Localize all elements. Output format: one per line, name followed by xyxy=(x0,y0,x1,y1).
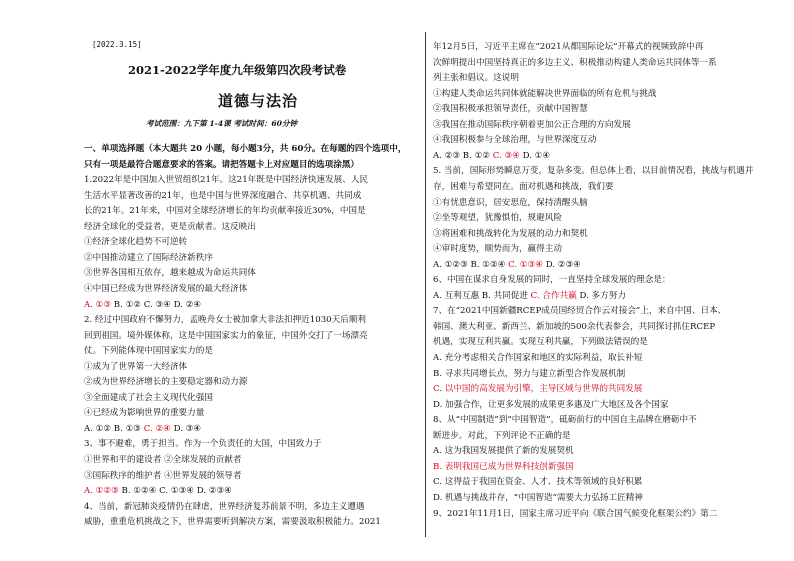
right-col-line: A. 这为我国发展提供了新的发展契机 xyxy=(433,446,574,457)
left-col-line: 只有一项是最符合题意要求的答案。请把答题卡上对应题目的选项涂黑） xyxy=(84,159,360,170)
left-col-line: 经济全球化的受益者，更是贡献者。这反映出 xyxy=(84,221,256,232)
right-col-line: 韩国、澳大利亚、新西兰、新加坡的500余代表参会，共同探讨抓住RCEP xyxy=(433,321,716,332)
left-col-line: ①世界和平的建设者 ②全球发展的贡献者 xyxy=(84,455,242,465)
exam-title: 2021-2022学年度九年级第四次段考试卷 xyxy=(128,63,347,77)
right-col-line: ①构建人类命运共同体就能解决世界面临的所有危机与挑战 xyxy=(433,88,657,99)
left-col-line: 威胁，重重危机挑战之下，世界需要听到解决方案，需要汲取积极能力。2021 xyxy=(84,517,381,528)
left-col-line: ①经济全球化趋势不可逆转 xyxy=(84,237,188,248)
correct-answer: C. ②④ xyxy=(143,423,171,434)
right-col-line: ②我国积极承担领导责任，贡献中国智慧 xyxy=(433,104,588,115)
right-col-line: D. 机遇与挑战并存，“中国智造”需要大力弘扬工匠精神 xyxy=(433,492,643,503)
right-col-line: ①有忧患意识，居安思危，保持清醒头脑 xyxy=(433,197,588,208)
left-col-line: A. ①③ B. ①② C. ③④ D. ②④ xyxy=(84,299,202,310)
right-col-line: D. 加强合作，让更多发展的成果更多惠及广大地区及各个国家 xyxy=(433,399,669,410)
right-col-line: 机遇，实现互利共赢。实现互利共赢，下列做法错误的是 xyxy=(433,337,648,348)
left-col-line: A. ①②③ B. ①②④ C. ①③④ D. ②③④ xyxy=(84,486,232,497)
right-col-line: 断进步。对此，下列评论不正确的是 xyxy=(433,430,571,441)
left-col-line: 生活水平显著改善的21年，也是中国与世界深度融合、共享机遇、共同成 xyxy=(84,190,362,201)
correct-answer: C. ③④ xyxy=(492,150,520,161)
subject-title: 道德与法治 xyxy=(218,92,299,110)
left-col-line: ③世界各国相互依存，越来越成为命运共同体 xyxy=(84,268,256,279)
left-col-line: 2. 经过中国政府不懈努力，孟晚舟女士被加拿大非法扣押近1030天后顺利 xyxy=(84,315,367,326)
left-col-line: ①成为了世界第一大经济体 xyxy=(84,361,188,372)
right-col-line: A. 充分考虑相关合作国家和地区的实际利益，取长补短 xyxy=(433,353,643,363)
left-col-line: 4、当前，新冠肺炎疫情仍在肆虐，世界经济复苏前景不明，多边主义遭遇 xyxy=(84,501,365,512)
left-col-line: 一、单项选择题（本大题共 20 小题，每小题3分，共 60分。在每题的四个选项中， xyxy=(84,144,407,154)
left-col-line: ③全面建成了社会主义现代化强国 xyxy=(84,392,213,403)
left-col-line: ②中国推动建立了国际经济新秩序 xyxy=(84,252,213,263)
exam-scope: 考试范围：九下第 1-4课 考试时间：60分钟 xyxy=(146,119,298,128)
left-col-line: 仗。下列能体现中国国家实力的是 xyxy=(84,346,213,357)
left-col-line: 1.2022年是中国加入世贸组织21年。这21年既是中国经济快速发展、人民 xyxy=(84,175,368,186)
right-col-line: 年12月5日，习近平主席在“2021从都国际论坛”开幕式的视频致辞中再 xyxy=(433,42,704,52)
left-col-line: ②成为世界经济增长的主要稳定器和动力源 xyxy=(84,377,248,388)
left-col-line: ④已经成为影响世界的重要力量 xyxy=(84,408,205,419)
right-col-line: 9、2021年11月1日，国家主席习近平向《联合国气候变化框架公约》第二 xyxy=(433,508,718,519)
right-col-line: 存，困难与希望同在。面对机遇和挑战，我们要 xyxy=(433,181,614,192)
left-col-line: ④中国已经成为世界经济发展的最大经济体 xyxy=(84,283,248,294)
left-col-line: A. ①② B. ①③ C. ②④ D. ③④ xyxy=(84,423,202,434)
column-divider xyxy=(425,32,426,537)
right-col-line: C. 这得益于我国在资金、人才、技术等领域的良好积累 xyxy=(433,477,643,488)
correct-answer: A. ①②③ xyxy=(84,486,119,497)
right-col-line: A. ②③ B. ①② C. ③④ D. ①④ xyxy=(433,150,551,161)
left-col-line: 长的21年。21年来，中国对全球经济增长的年均贡献率接近30%，中国是 xyxy=(84,206,366,217)
right-col-line: ②坐等观望，犹豫惧怕，规避风险 xyxy=(433,213,562,224)
right-col-line: ③我国在推动国际秩序朝着更加公正合理的方向发展 xyxy=(433,119,631,130)
right-col-line: C. 以中国的高发展为引擎，主导区域与世界的共同发展 xyxy=(433,384,643,395)
exam-date: [2022.3.15] xyxy=(92,40,142,49)
correct-answer: C. ①③④ xyxy=(508,259,543,270)
left-col-line: 回到祖国。境外媒体称，这是中国国家实力的象征，中国外交打了一场漂亮 xyxy=(84,330,368,341)
left-col-line: ③国际秩序的维护者 ④世界发展的领导者 xyxy=(84,470,242,481)
right-col-line: 7、在“2021中国新疆RCEP成员国经贸合作云对接会”上，来自中国、日本、 xyxy=(433,306,727,317)
right-col-line: 8、从“中国制造”到“中国智造”，砥砺前行的中国自主品牌在磨砺中不 xyxy=(433,415,697,426)
right-col-line: B. 寻求共同增长点，努力与建立新型合作发展机制 xyxy=(433,368,626,379)
right-col-line: ③将困难和挑战转化为发展的动力和契机 xyxy=(433,228,588,239)
right-col-line: ④审时度势，顺势而为，赢得主动 xyxy=(433,244,562,255)
right-col-line: 次鲜明提出中国坚持真正的多边主义、积极推动构建人类命运共同体等一系 xyxy=(433,57,717,68)
right-col-line: ④我国积极参与全球治理，与世界深度互动 xyxy=(433,135,597,146)
left-col-line: 3、事不避难，勇于担当。作为一个负责任的大国，中国致力于 xyxy=(84,439,322,450)
correct-answer: A. ①③ xyxy=(84,299,112,310)
right-col-line: A. ①②③ B. ①②④ C. ①③④ D. ②③④ xyxy=(433,259,581,270)
right-col-line: B. 表明我国已成为世界科技创新强国 xyxy=(433,461,574,472)
right-col-line: 5. 当前，国际形势瞬息万变，复杂多变。但总体上看，以目前情况看，挑战与机遇并 xyxy=(433,166,754,177)
correct-answer: C. 合作共赢 xyxy=(530,290,577,301)
right-col-line: 列主张和倡议。这说明 xyxy=(433,73,519,84)
right-col-line: 6、中国在谋求自身发展的同时，一直坚持全球发展的理念是： xyxy=(433,275,671,286)
right-col-line: A. 互利互惠 B. 共同促进 C. 合作共赢 D. 多方努力 xyxy=(433,290,626,301)
